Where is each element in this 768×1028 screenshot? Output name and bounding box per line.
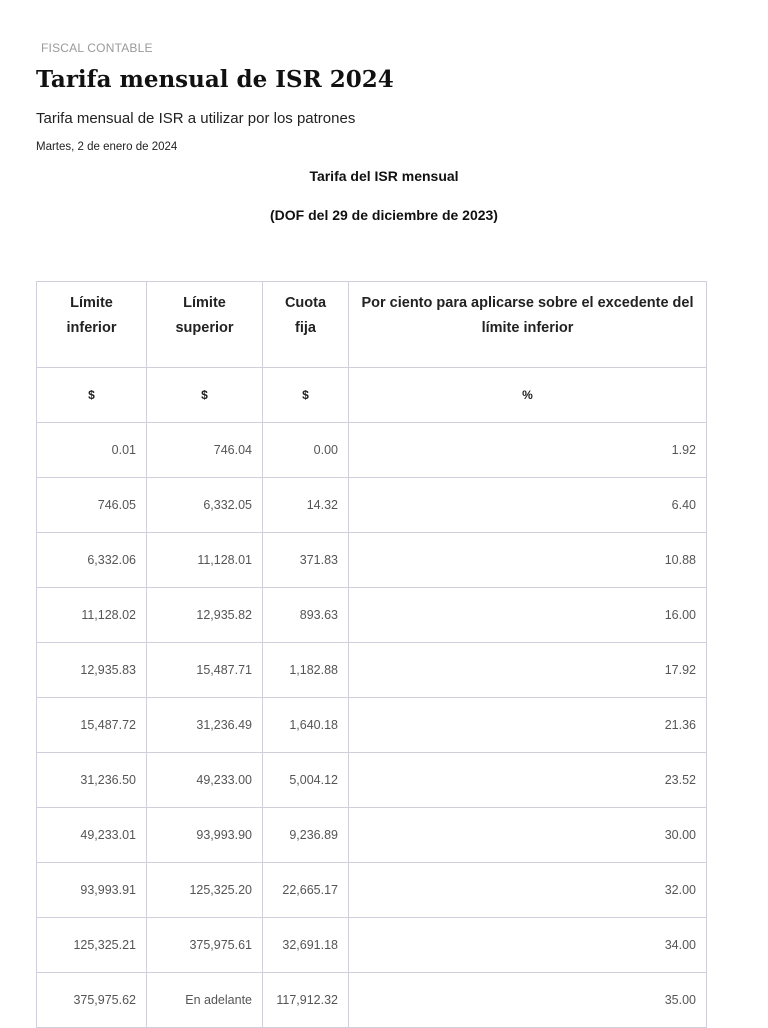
cell-por-ciento: 35.00 — [349, 973, 707, 1028]
cell-por-ciento: 30.00 — [349, 808, 707, 863]
cell-por-ciento: 34.00 — [349, 918, 707, 973]
cell-por-ciento: 6.40 — [349, 478, 707, 533]
table-row — [37, 863, 707, 918]
cell-cuota-fija: 5,004.12 — [263, 753, 349, 808]
table-row — [37, 973, 707, 1028]
cell-por-ciento: 32.00 — [349, 863, 707, 918]
cell-por-ciento: 21.36 — [349, 698, 707, 753]
table-container — [36, 281, 708, 1007]
table-row — [37, 918, 707, 973]
header-limite-superior: Límite superior — [147, 282, 263, 368]
table-row — [37, 533, 707, 588]
cell-limite-inferior: 15,487.72 — [37, 698, 147, 753]
isr-tariff-table — [36, 281, 707, 1028]
cell-por-ciento: 16.00 — [349, 588, 707, 643]
table-row — [37, 808, 707, 863]
cell-limite-superior: 375,975.61 — [147, 918, 263, 973]
cell-cuota-fija: 9,236.89 — [263, 808, 349, 863]
cell-cuota-fija: 893.63 — [263, 588, 349, 643]
cell-limite-superior: 12,935.82 — [147, 588, 263, 643]
cell-limite-inferior: 6,332.06 — [37, 533, 147, 588]
cell-cuota-fija: 32,691.18 — [263, 918, 349, 973]
cell-cuota-fija: 117,912.32 — [263, 973, 349, 1028]
article-category[interactable]: FISCAL CONTABLE — [41, 41, 153, 55]
table-row — [37, 588, 707, 643]
cell-limite-superior: 11,128.01 — [147, 533, 263, 588]
header-por-ciento: Por ciento para aplicarse sobre el excedente del límite inferior — [349, 282, 707, 368]
cell-limite-inferior: 0.01 — [37, 423, 147, 478]
cell-limite-inferior: 12,935.83 — [37, 643, 147, 698]
table-units-row — [37, 368, 707, 423]
unit-cell: $ — [147, 368, 263, 423]
table-title: Tarifa del ISR mensual — [309, 168, 459, 184]
cell-limite-inferior: 125,325.21 — [37, 918, 147, 973]
cell-limite-superior: 125,325.20 — [147, 863, 263, 918]
cell-por-ciento: 1.92 — [349, 423, 707, 478]
table-source: (DOF del 29 de diciembre de 2023) — [270, 207, 498, 223]
article-subtitle: Tarifa mensual de ISR a utilizar por los patrones — [36, 110, 356, 127]
article-title: Tarifa mensual de ISR 2024 — [36, 66, 394, 93]
table-row — [37, 698, 707, 753]
cell-limite-superior: En adelante — [147, 973, 263, 1028]
table-row — [37, 478, 707, 533]
cell-cuota-fija: 22,665.17 — [263, 863, 349, 918]
unit-cell: $ — [263, 368, 349, 423]
table-body — [37, 423, 707, 1028]
table-row — [37, 643, 707, 698]
cell-limite-inferior: 49,233.01 — [37, 808, 147, 863]
unit-cell: % — [349, 368, 707, 423]
cell-por-ciento: 23.52 — [349, 753, 707, 808]
cell-cuota-fija: 14.32 — [263, 478, 349, 533]
cell-limite-superior: 93,993.90 — [147, 808, 263, 863]
table-header-row — [37, 282, 707, 368]
cell-limite-inferior: 11,128.02 — [37, 588, 147, 643]
article-date: Martes, 2 de enero de 2024 — [36, 141, 178, 153]
cell-limite-inferior: 93,993.91 — [37, 863, 147, 918]
cell-cuota-fija: 1,640.18 — [263, 698, 349, 753]
cell-por-ciento: 17.92 — [349, 643, 707, 698]
cell-por-ciento: 10.88 — [349, 533, 707, 588]
cell-limite-superior: 6,332.05 — [147, 478, 263, 533]
cell-limite-superior: 49,233.00 — [147, 753, 263, 808]
cell-cuota-fija: 371.83 — [263, 533, 349, 588]
table-row — [37, 753, 707, 808]
cell-limite-superior: 15,487.71 — [147, 643, 263, 698]
cell-limite-inferior: 746.05 — [37, 478, 147, 533]
cell-cuota-fija: 0.00 — [263, 423, 349, 478]
cell-limite-inferior: 375,975.62 — [37, 973, 147, 1028]
cell-limite-inferior: 31,236.50 — [37, 753, 147, 808]
cell-limite-superior: 31,236.49 — [147, 698, 263, 753]
header-cuota-fija: Cuota fija — [263, 282, 349, 368]
table-row — [37, 423, 707, 478]
cell-limite-superior: 746.04 — [147, 423, 263, 478]
cell-cuota-fija: 1,182.88 — [263, 643, 349, 698]
header-limite-inferior: Límite inferior — [37, 282, 147, 368]
unit-cell: $ — [37, 368, 147, 423]
